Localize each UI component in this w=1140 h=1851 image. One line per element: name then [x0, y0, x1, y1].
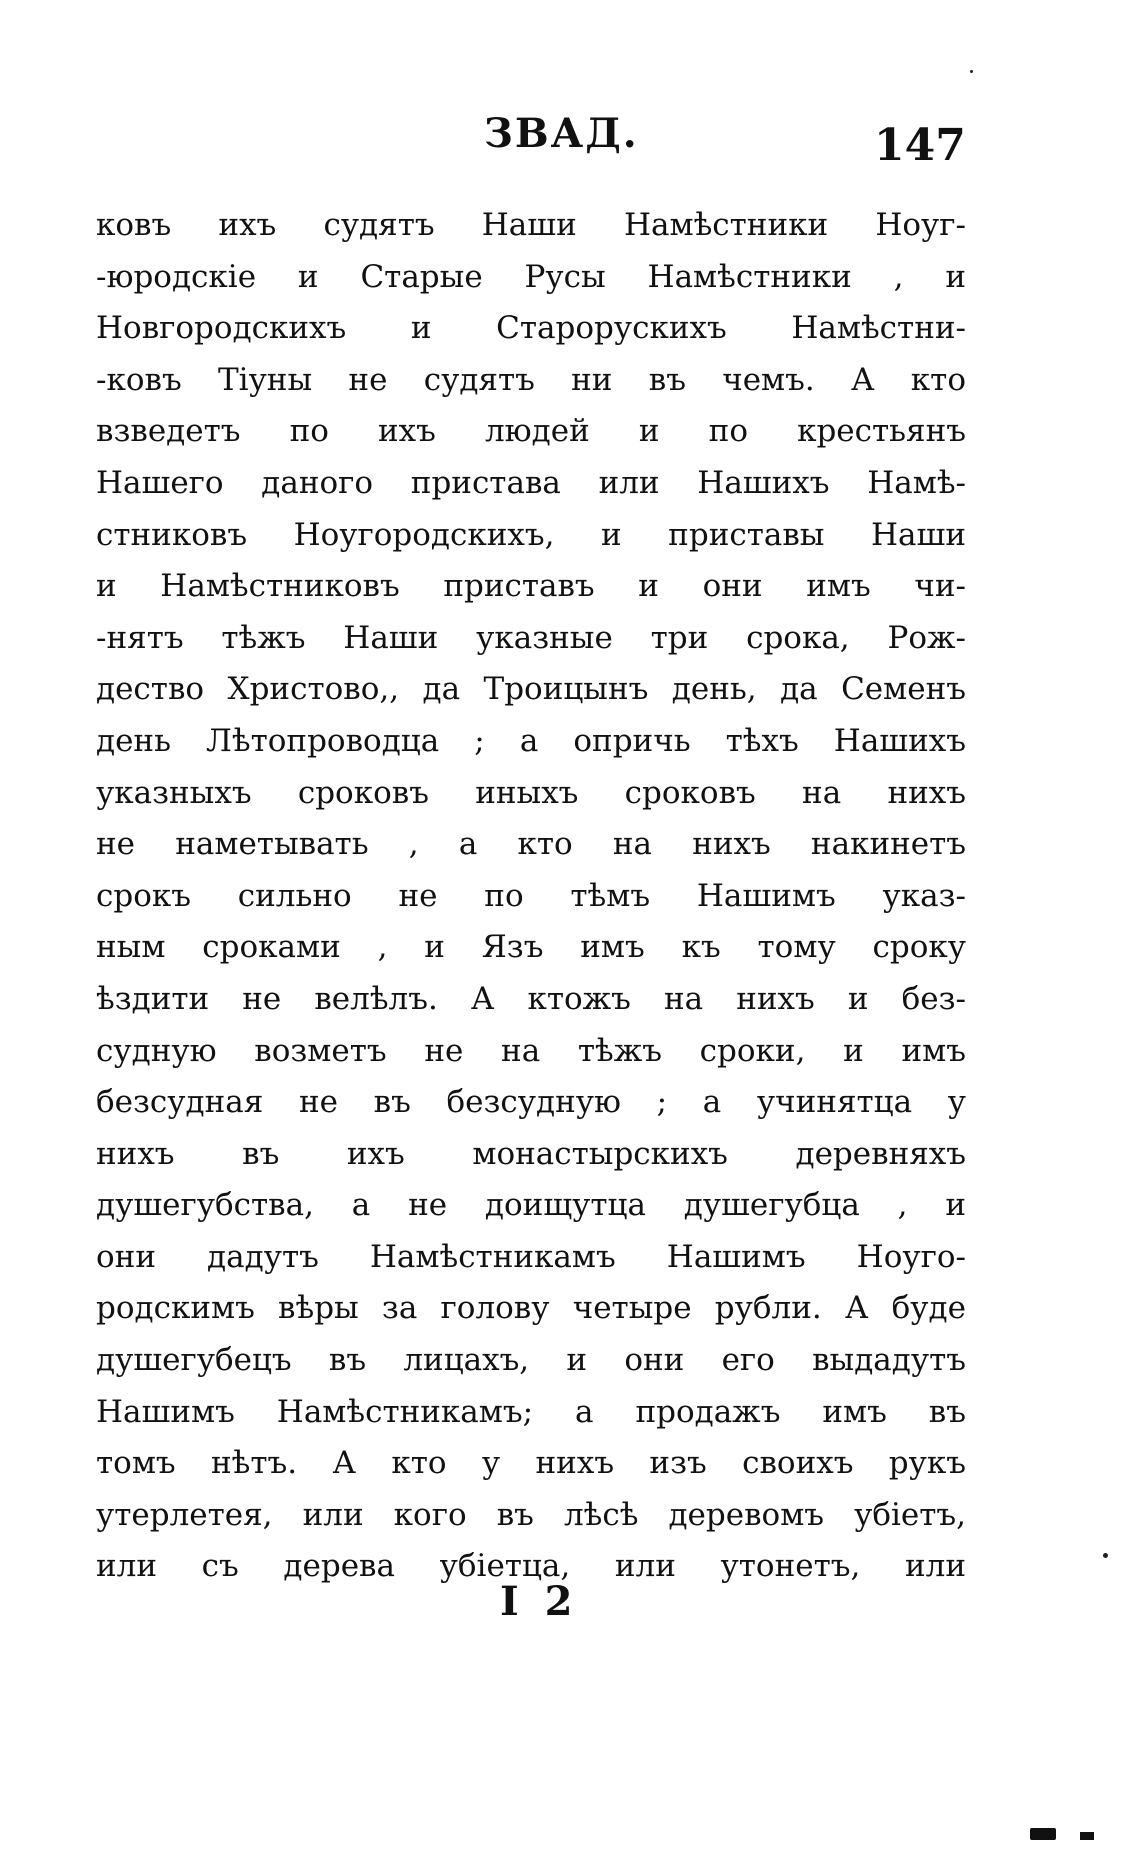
signature-mark: I 2 [500, 1578, 579, 1625]
page-number: 147 [874, 120, 966, 171]
text-line: -ковъ Тіуны не судятъ ни въ чемъ. А кто [96, 361, 966, 398]
text-line: дество Христово,, да Троицынъ день, да Семенъ [96, 671, 966, 708]
text-line: Нашего даного пристава или Нашихъ Намѣ- [96, 464, 966, 501]
text-line: родскимъ вѣры за голову четыре рубли. А буде [96, 1290, 966, 1327]
text-line: и Намѣстниковъ приставъ и они имъ чи- [96, 568, 966, 605]
print-speck [970, 70, 973, 73]
text-line: стниковъ Ноугородскихъ, и приставы Наши [96, 516, 966, 553]
text-line: Нашимъ Намѣстникамъ; а продажъ имъ въ [96, 1393, 966, 1430]
text-line: они дадутъ Намѣстникамъ Нашимъ Ноуго- [96, 1238, 966, 1275]
text-line: душегубецъ въ лицахъ, и они его выдадутъ [96, 1342, 966, 1379]
text-line: нихъ въ ихъ монастырскихъ деревняхъ [96, 1135, 966, 1172]
text-line: томъ нѣтъ. А кто у нихъ изъ своихъ рукъ [96, 1445, 966, 1482]
text-line: утерлетея, или кого въ лѣсѣ деревомъ убіетъ, [96, 1496, 966, 1533]
text-line: взведетъ по ихъ людей и по крестьянъ [96, 413, 966, 450]
text-line: ковъ ихъ судятъ Наши Намѣстники Ноуг- [96, 207, 966, 243]
text-line: указныхъ сроковъ иныхъ сроковъ на нихъ [96, 774, 966, 811]
text-line: не наметывать , а кто на нихъ накинетъ [96, 826, 966, 863]
text-line: -юродскіе и Старые Русы Намѣстники , и [96, 258, 966, 295]
running-head: ЗВАД. [484, 110, 639, 157]
print-specks [1030, 1828, 1100, 1842]
ink-blot [1080, 1832, 1094, 1840]
body-text [96, 200, 966, 1593]
text-line: ѣздити не велѣлъ. А ктожъ на нихъ и без- [96, 980, 966, 1017]
text-line: срокъ сильно не по тѣмъ Нашимъ указ- [96, 877, 966, 914]
text-line: Новгородскихъ и Старорускихъ Намѣстни- [96, 310, 966, 347]
text-line: безсудная не въ безсудную ; а учинятца у [96, 1084, 966, 1121]
text-line: день Лѣтопроводца ; а опричь тѣхъ Нашихъ [96, 722, 966, 759]
print-speck [1103, 1553, 1108, 1558]
ink-blot [1030, 1828, 1056, 1840]
text-line: судную возметъ не на тѣжъ сроки, и имъ [96, 1032, 966, 1069]
text-line: -нятъ тѣжъ Наши указные три срока, Рож- [96, 619, 966, 656]
text-line: или съ дерева убіетца, или утонетъ, или [96, 1548, 966, 1585]
text-line: ным сроками , и Язъ имъ къ тому сроку [96, 929, 966, 966]
text-line: душегубства, а не доищутца душегубца , и [96, 1187, 966, 1224]
